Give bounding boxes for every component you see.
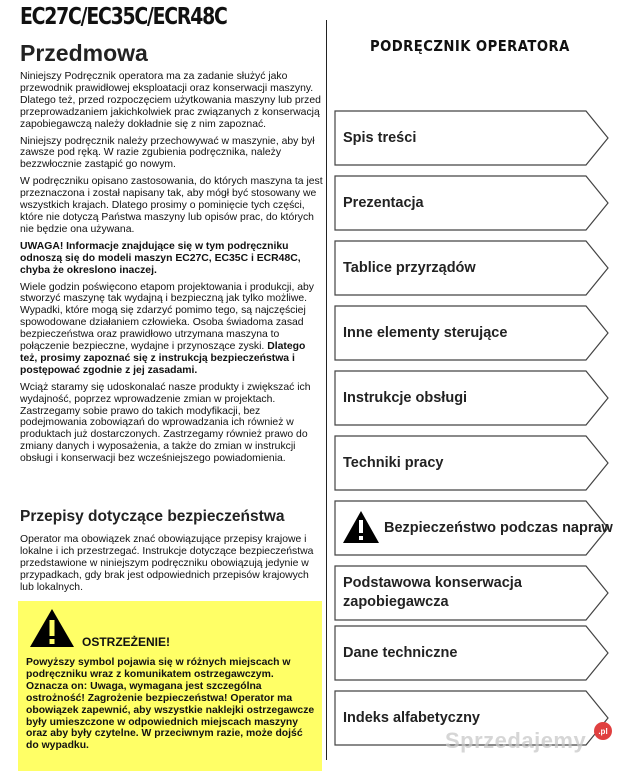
preface-paragraph-text: Wiele godzin poświęcono etapom projektowania i produkcji, aby stworzyć maszynę tak wydajną i bezpieczną jak tylko możliwe. Wypadki, które mogą się zdarzyć pomimo tego, są najczęściej spowodowane działaniem człowieka. Osoba świadoma zasad bezpieczeństwa oraz prawidłowo utrzymana maszyna to połączenie bezpieczne, wydajne i przynoszące zyski. <box>20 281 314 353</box>
nav-item-label: Techniki pracy <box>343 454 444 471</box>
nav-item-work-techniques[interactable] <box>334 435 610 491</box>
nav-item-operating-instructions[interactable] <box>334 370 610 426</box>
nav-item-label: Bezpieczeństwo podczas napraw <box>384 519 613 536</box>
warning-triangle-icon <box>342 510 380 544</box>
safety-title: Przepisy dotyczące bezpieczeństwa <box>20 508 285 525</box>
safety-text: Operator ma obowiązek znać obowiązujące przepisy krajowe i lokalne i ich przestrzegać. Instrukcje dotyczące bezpieczeństwa przedstawione w niniejszym podręczniku obowiązują jedynie w przypadkach, gdy brak jest odpowiednich przepisów krajowych lub lokalnych. <box>20 534 314 593</box>
column-divider <box>326 20 327 760</box>
warning-label: OSTRZEŻENIE! <box>82 635 171 649</box>
chapter-navigation <box>334 0 613 776</box>
preface-paragraph: Niniejszy podręcznik należy przechowywać w maszynie, aby był zawsze pod ręką. W razie zgubienia podręcznika, należy bezzwłocznie zastąpić go nowym. <box>20 135 315 171</box>
preface-body <box>20 71 324 470</box>
watermark-badge: .pl <box>594 722 612 740</box>
nav-item-label: Tablice przyrządów <box>343 259 476 276</box>
nav-item-label: Inne elementy sterujące <box>343 324 508 341</box>
nav-item-label: Prezentacja <box>343 194 424 211</box>
preface-title: Przedmowa <box>20 40 148 66</box>
nav-item-instrument-panels[interactable] <box>334 240 610 296</box>
warning-text: Powyższy symbol pojawia się w różnych miejscach w podręczniku wraz z komunikatem ostrzegawczym. Oznacza on: Uwaga, wymagana jest szczególna ostrożność! Zagrożenie bezpieczeństwa! Operator ma obowiązek zapewnić, aby wszystkie naklejki ostrzegawcze były umieszczone w odpowiednich miejscach maszyny oraz aby były czytelne. W przeciwnym razie, może dojść do wypadku. <box>26 657 315 752</box>
preface-paragraph-bold: Dlatego też, prosimy zapoznać się z instrukcją bezpieczeństwa i postępować zgodnie z jej zasadami. <box>20 341 306 376</box>
nav-item-label: Podstawowa konserwacja zapobiegawcza <box>343 575 522 610</box>
models-header: EC27C/EC35C/ECR48C <box>20 4 227 30</box>
nav-item-technical-data[interactable] <box>334 625 610 681</box>
nav-item-basic-maintenance[interactable] <box>334 565 610 621</box>
preface-note-text: UWAGA! Informacje znajdujące się w tym podręczniku odnoszą się do modeli maszyn EC27C, EC35C i ECR48C, chyba że okreslono inaczej. <box>20 240 301 276</box>
warning-box <box>18 601 322 771</box>
preface-paragraph: Niniejszy Podręcznik operatora ma za zadanie służyć jako przewodnik prawidłowej eksploatacji oraz konserwacji maszyny. Dlatego też, przed rozpoczęciem użytkowania maszyny lub przed przeprowadzaniem jakichkolwiek prac związanych z konserwacją zapobiegawczą należy dokładnie się z nim zapoznać. <box>20 71 321 130</box>
preface-paragraph: Wciąż staramy się udoskonalać nasze produkty i zwiększać ich wydajność, poprzez wprowadzenie zmian w projektach. Zastrzegamy sobie prawo do takich modyfikacji, bez podejmowania zobowiązań do wprowadzania ich również w produktach już dostarczonych. Zastrzegamy również prawo do zmiany danych i wyposażenia, a także do zmian w instrukcji obsługi i konserwacji bez wcześniejszego powiadomienia. <box>20 381 311 465</box>
nav-item-contents[interactable] <box>334 110 610 166</box>
nav-item-label: Spis treści <box>343 129 417 146</box>
nav-item-label: Instrukcje obsługi <box>343 389 468 406</box>
preface-note <box>20 241 324 277</box>
watermark: Sprzedajemy <box>445 728 587 753</box>
nav-item-label: Indeks alfabetyczny <box>343 709 480 726</box>
nav-item-repair-safety[interactable] <box>334 500 613 556</box>
nav-item-other-controls[interactable] <box>334 305 610 361</box>
manual-title: PODRĘCZNIK OPERATORA <box>370 37 570 55</box>
nav-item-label: Dane techniczne <box>343 644 458 661</box>
nav-item-presentation[interactable] <box>334 175 610 231</box>
warning-triangle-icon <box>28 607 76 649</box>
preface-paragraph: W podręczniku opisano zastosowania, do których maszyna ta jest przeznaczona i został napisany tak, aby mógł być stosowany we wszystkich krajach. Dlatego prosimy o pominięcie tych części, które nie dotyczą Państwa maszyny lub opisów prac, do których nie będzie ona używana. <box>20 176 323 235</box>
preface-paragraph <box>20 282 324 377</box>
